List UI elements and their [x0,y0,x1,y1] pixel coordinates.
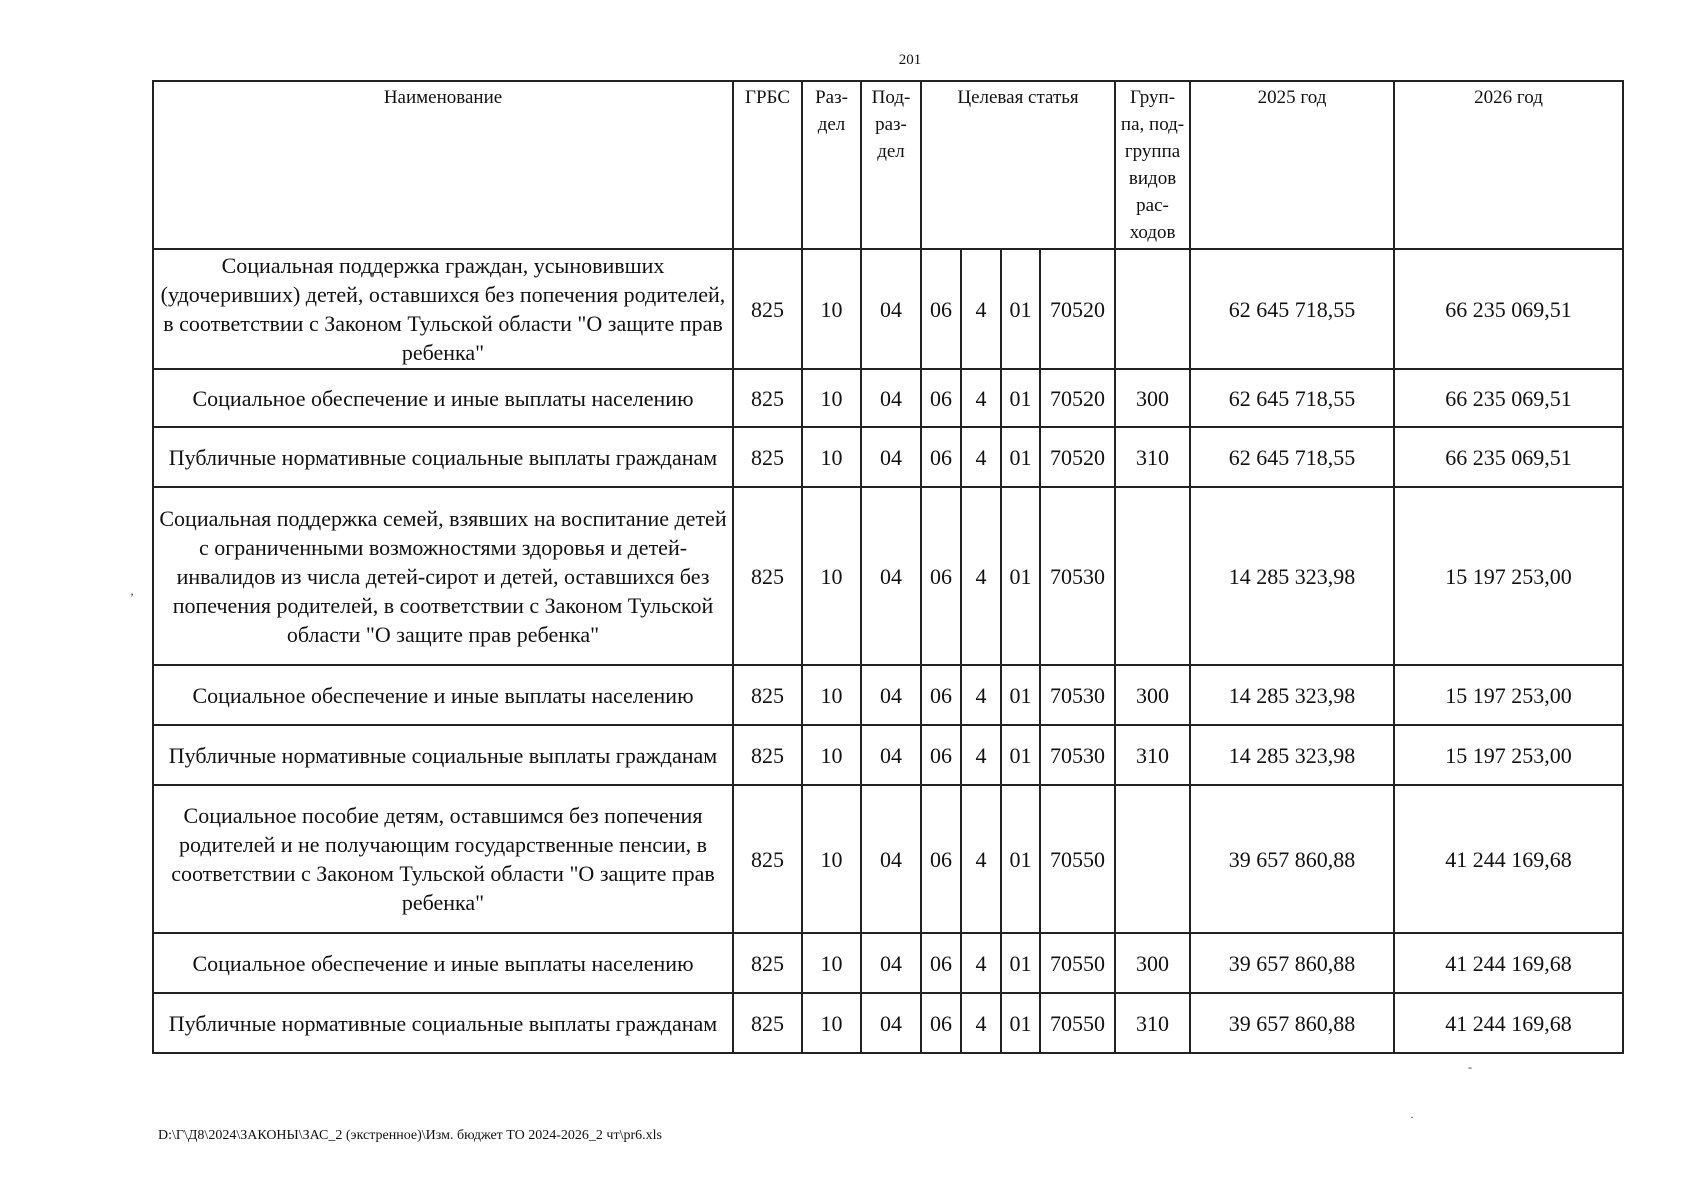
target-part-3: 01 [1001,933,1040,993]
header-grbs: ГРБС [733,81,802,249]
row-name: Социальная поддержка семей, взявших на воспитание детей с ограниченными возможностями здоровья и детей-инвалидов из числа детей-сирот и детей, оставшихся без попечения родителей, в соответствии с Законом Тульской области "О защите прав ребенка" [153,487,733,665]
razdel-cell: 10 [802,427,861,487]
grbs-cell: 825 [733,933,802,993]
page-number: 201 [898,52,922,68]
amount-2026: 41 244 169,68 [1394,785,1623,933]
podrazdel-cell: 04 [861,993,921,1053]
footer-path: D:\Г\Д8\2024\ЗАКОНЫ\ЗАС_2 (экстренное)\Изм. бюджет ТО 2024-2026_2 чт\pr6.xls [158,1128,662,1143]
table-row [153,993,1623,1053]
grbs-cell: 825 [733,487,802,665]
target-part-4: 70530 [1040,665,1115,725]
stray-mark: - [1468,1060,1472,1074]
amount-2026: 66 235 069,51 [1394,249,1623,369]
target-part-3: 01 [1001,785,1040,933]
razdel-cell: 10 [802,249,861,369]
amount-2025: 62 645 718,55 [1190,427,1394,487]
podrazdel-cell: 04 [861,665,921,725]
razdel-cell: 10 [802,725,861,785]
target-part-4: 70520 [1040,427,1115,487]
grbs-cell: 825 [733,427,802,487]
podrazdel-cell: 04 [861,369,921,427]
row-name: Социальная поддержка граждан, усыновивших (удочеривших) детей, оставшихся без попечения родителей, в соответствии с Законом Тульской области "О защите прав ребенка" [153,249,733,369]
target-part-2: 4 [961,993,1001,1053]
podrazdel-cell: 04 [861,487,921,665]
table-row [153,427,1623,487]
grbs-cell: 825 [733,725,802,785]
amount-2026: 15 197 253,00 [1394,725,1623,785]
target-part-3: 01 [1001,993,1040,1053]
table-row [153,665,1623,725]
group-cell [1115,487,1190,665]
target-part-1: 06 [921,427,961,487]
target-part-1: 06 [921,993,961,1053]
amount-2025: 62 645 718,55 [1190,369,1394,427]
target-part-1: 06 [921,785,961,933]
target-part-3: 01 [1001,487,1040,665]
budget-table [152,80,1624,1054]
target-part-2: 4 [961,487,1001,665]
header-group: Груп- па, под- группа видов рас- ходов [1115,81,1190,249]
table-row [153,369,1623,427]
grbs-cell: 825 [733,993,802,1053]
group-cell: 300 [1115,933,1190,993]
target-part-1: 06 [921,933,961,993]
target-part-4: 70530 [1040,725,1115,785]
razdel-cell: 10 [802,369,861,427]
target-part-2: 4 [961,665,1001,725]
group-cell: 300 [1115,665,1190,725]
amount-2025: 14 285 323,98 [1190,487,1394,665]
target-part-3: 01 [1001,665,1040,725]
row-name: Социальное пособие детям, оставшимся без попечения родителей и не получающим государственные пенсии, в соответствии с Законом Тульской области "О защите прав ребенка" [153,785,733,933]
header-2025: 2025 год [1190,81,1394,249]
row-name: Публичные нормативные социальные выплаты гражданам [153,993,733,1053]
target-part-4: 70520 [1040,369,1115,427]
target-part-2: 4 [961,369,1001,427]
target-part-4: 70520 [1040,249,1115,369]
header-podrazdel: Под- раз- дел [861,81,921,249]
target-part-4: 70550 [1040,993,1115,1053]
group-cell: 300 [1115,369,1190,427]
table-body [153,249,1623,1053]
row-name: Публичные нормативные социальные выплаты гражданам [153,427,733,487]
group-cell [1115,249,1190,369]
table-row [153,249,1623,369]
target-part-2: 4 [961,427,1001,487]
razdel-cell: 10 [802,785,861,933]
podrazdel-cell: 04 [861,249,921,369]
target-part-4: 70530 [1040,487,1115,665]
target-part-1: 06 [921,725,961,785]
stray-mark: ’ [130,590,134,604]
target-part-1: 06 [921,369,961,427]
podrazdel-cell: 04 [861,933,921,993]
target-part-2: 4 [961,933,1001,993]
target-part-4: 70550 [1040,785,1115,933]
grbs-cell: 825 [733,249,802,369]
table-row [153,725,1623,785]
amount-2025: 39 657 860,88 [1190,785,1394,933]
header-name: Наименование [153,81,733,249]
amount-2025: 14 285 323,98 [1190,725,1394,785]
target-part-4: 70550 [1040,933,1115,993]
target-part-2: 4 [961,249,1001,369]
amount-2026: 66 235 069,51 [1394,369,1623,427]
table-row [153,933,1623,993]
razdel-cell: 10 [802,665,861,725]
amount-2025: 39 657 860,88 [1190,993,1394,1053]
row-name: Социальное обеспечение и иные выплаты населению [153,665,733,725]
table-row [153,487,1623,665]
amount-2025: 14 285 323,98 [1190,665,1394,725]
header-2026: 2026 год [1394,81,1623,249]
group-cell: 310 [1115,427,1190,487]
group-cell: 310 [1115,725,1190,785]
podrazdel-cell: 04 [861,427,921,487]
target-part-3: 01 [1001,249,1040,369]
amount-2026: 15 197 253,00 [1394,487,1623,665]
amount-2026: 41 244 169,68 [1394,933,1623,993]
amount-2026: 41 244 169,68 [1394,993,1623,1053]
group-cell: 310 [1115,993,1190,1053]
razdel-cell: 10 [802,993,861,1053]
amount-2026: 66 235 069,51 [1394,427,1623,487]
target-part-3: 01 [1001,427,1040,487]
header-target: Целевая статья [921,81,1115,249]
row-name: Социальное обеспечение и иные выплаты населению [153,369,733,427]
target-part-2: 4 [961,725,1001,785]
podrazdel-cell: 04 [861,725,921,785]
amount-2026: 15 197 253,00 [1394,665,1623,725]
grbs-cell: 825 [733,369,802,427]
row-name: Публичные нормативные социальные выплаты гражданам [153,725,733,785]
target-part-1: 06 [921,487,961,665]
table-row [153,785,1623,933]
target-part-1: 06 [921,249,961,369]
stray-mark: · [1410,1110,1414,1124]
group-cell [1115,785,1190,933]
razdel-cell: 10 [802,933,861,993]
target-part-2: 4 [961,785,1001,933]
amount-2025: 62 645 718,55 [1190,249,1394,369]
target-part-1: 06 [921,665,961,725]
header-row [153,81,1623,249]
amount-2025: 39 657 860,88 [1190,933,1394,993]
target-part-3: 01 [1001,725,1040,785]
grbs-cell: 825 [733,665,802,725]
podrazdel-cell: 04 [861,785,921,933]
row-name: Социальное обеспечение и иные выплаты населению [153,933,733,993]
razdel-cell: 10 [802,487,861,665]
header-razdel: Раз- дел [802,81,861,249]
target-part-3: 01 [1001,369,1040,427]
grbs-cell: 825 [733,785,802,933]
